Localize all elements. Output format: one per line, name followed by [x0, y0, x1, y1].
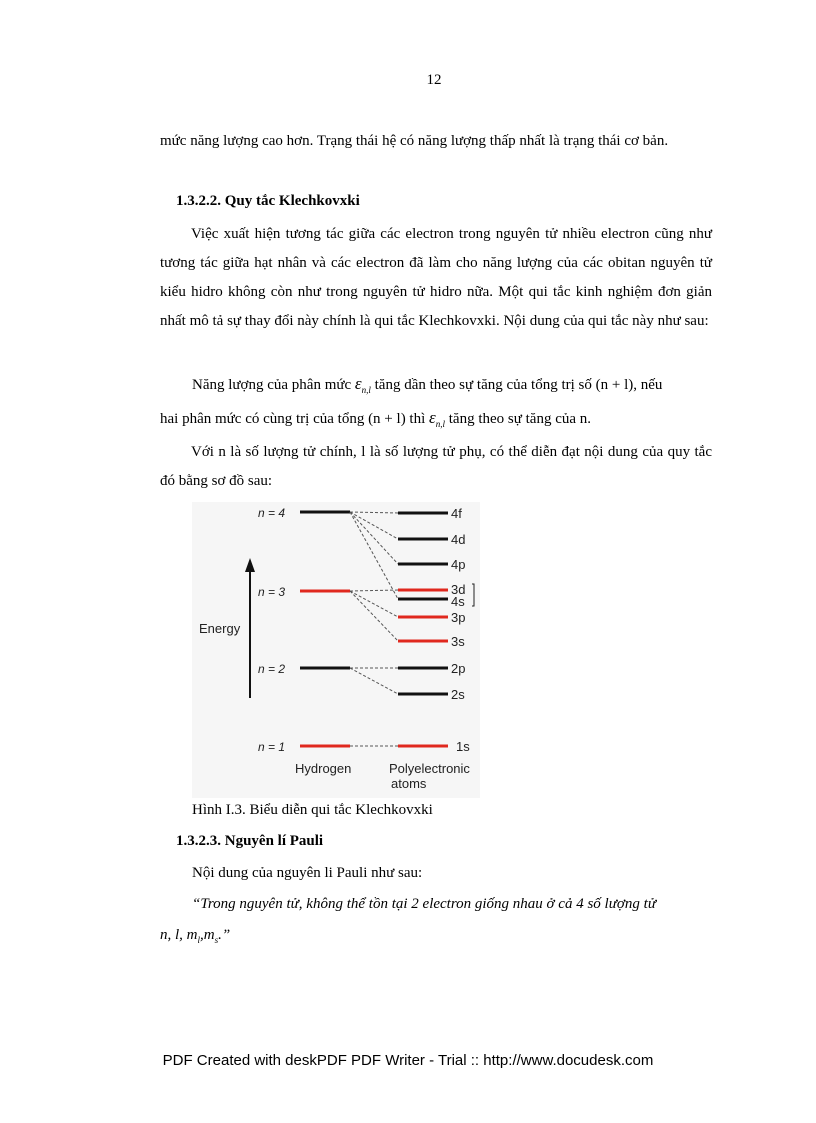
poly-level-label: 2p: [451, 661, 466, 676]
poly-level-label: 4p: [451, 557, 466, 572]
hydrogen-level-label: n = 3: [258, 585, 286, 599]
poly-column-label: Polyelectronic: [389, 761, 470, 776]
poly-level-label: 2s: [451, 687, 465, 702]
hydrogen-level-label: n = 4: [258, 506, 286, 520]
poly-level-label: 4s: [451, 594, 465, 609]
paragraph-intro: mức năng lượng cao hơn. Trạng thái hệ có năng lượng thấp nhất là trạng thái cơ bản.: [160, 133, 669, 149]
energy-level-diagram: [192, 502, 480, 798]
poly-level-label: 4d: [451, 532, 466, 547]
page-number: 12: [426, 72, 442, 88]
poly-level-label: 1s: [456, 739, 470, 754]
rule-line-2-end: tăng theo sự tăng của n.: [448, 411, 592, 427]
poly-level-label: 4f: [451, 506, 462, 521]
paragraph-pauli-intro: Nội dung của nguyên li Pauli như sau:: [192, 865, 423, 881]
epsilon-subscript: n,l: [435, 419, 445, 429]
poly-level-label: 3s: [451, 634, 465, 649]
quote-start: n, l, m: [160, 927, 198, 943]
energy-label: Energy: [199, 621, 241, 636]
rule-line-1-start: Năng lượng của phân mức: [192, 377, 352, 393]
section-heading-klechkovxki: 1.3.2.2. Quy tắc Klechkovxki: [176, 193, 360, 209]
rule-line-2-start: hai phân mức có cùng trị của tổng (n + l) thì: [160, 411, 426, 427]
hydrogen-level-label: n = 2: [258, 662, 286, 676]
paragraph-diagram-intro: Với n là số lượng tử chính, l là số lượng tử phụ, có thể diễn đạt nội dung của quy tắc đó bằng sơ đồ sau:: [160, 444, 712, 489]
figure-caption: Hình I.3. Biểu diễn qui tắc Klechkovxki: [192, 802, 433, 818]
rule-line-1: [192, 374, 662, 395]
quote-sub-l: l: [197, 935, 201, 945]
pauli-quote-line-2: [160, 927, 230, 945]
paragraph-klechkovxki-intro: Việc xuất hiện tương tác giữa các electron trong nguyên tử nhiều electron cũng như tương tác giữa hạt nhân và các electron đã làm cho năng lượng của các obitan nguyên tử kiểu hidro không còn như trong nguyên tử hidro nữa. Một qui tắc kinh nghiệm đơn giản nhất mô tả sự thay đổi này chính là qui tắc Klechkovxki. Nội dung của qui tắc này như sau:: [160, 226, 712, 329]
epsilon-symbol: ε: [354, 374, 362, 393]
poly-level-label: 3d: [451, 582, 466, 597]
quote-end: .”: [218, 927, 231, 943]
bracket-icon: [472, 584, 474, 606]
quote-comma: ,m: [200, 927, 215, 943]
section-heading-pauli: 1.3.2.3. Nguyên lí Pauli: [176, 833, 324, 849]
hydrogen-level-label: n = 1: [258, 740, 286, 754]
energy-arrow-head-icon: [245, 558, 255, 572]
epsilon-symbol: ε: [429, 408, 436, 427]
poly-column-label-2: atoms: [391, 776, 427, 791]
hydrogen-column-label: Hydrogen: [295, 761, 352, 776]
pdf-footer-watermark: PDF Created with deskPDF PDF Writer - Trial :: http://www.docudesk.com: [162, 1052, 654, 1069]
rule-line-2: [160, 408, 591, 429]
quote-sub-s: s: [214, 935, 219, 945]
pauli-quote-line-1: “Trong nguyên tử, không thể tồn tại 2 electron giống nhau ở cả 4 số lượng tử: [192, 896, 656, 912]
epsilon-subscript: n,l: [361, 385, 371, 395]
rule-line-1-end: tăng dần theo sự tăng của tổng trị số (n + l), nếu: [374, 377, 663, 393]
level-connectors: [350, 512, 398, 746]
klechkovxki-diagram: [192, 502, 480, 798]
poly-level-label: 3p: [451, 610, 466, 625]
